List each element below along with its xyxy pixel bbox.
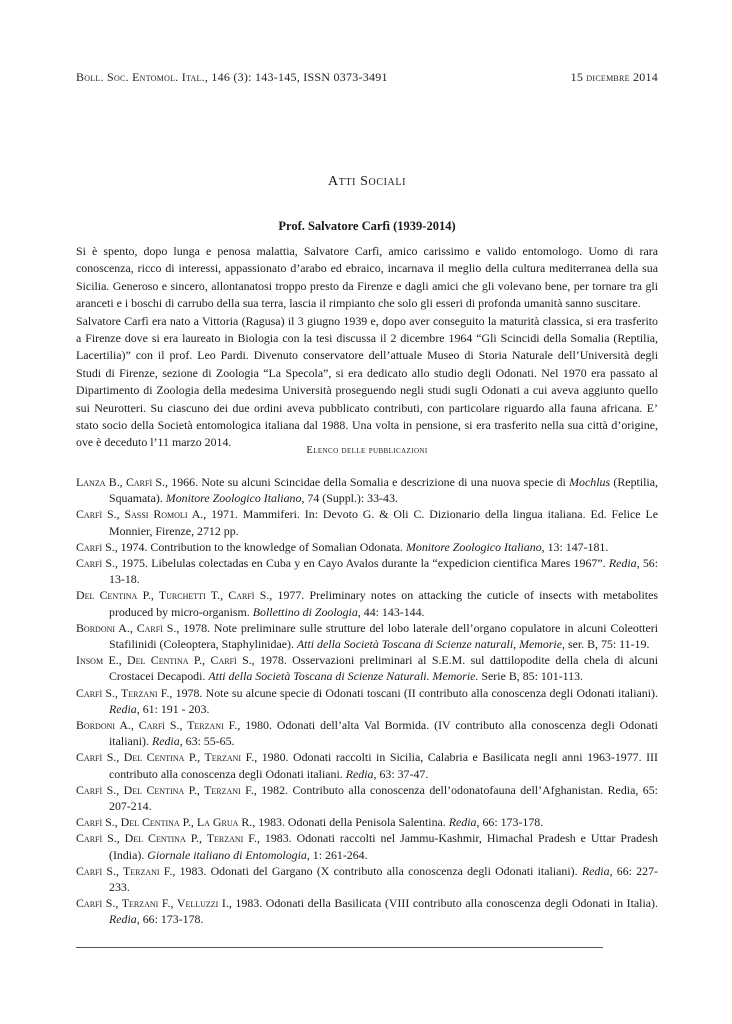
reference-item: Bordoni A., Carfì S., Terzani F., 1980. Odonati dell’alta Val Bormida. (IV contributo alla conoscenza degli Odonati italiani). Redia, 63: 55-65. xyxy=(76,718,658,749)
reference-item: Carfì S., 1974. Contribution to the knowledge of Somalian Odonata. Monitore Zoologico Italiano, 13: 147-181. xyxy=(76,539,609,554)
obituary-paragraph: Si è spento, dopo lunga e penosa malattia, Salvatore Carfì, amico carissimo e valido entomologo. Uomo di rara conoscenza, ricco di interessi, appassionato d’arabo ed ebraico, incarnava il meglio della cultura mediterranea della sua Sicilia. Generoso e sincero, allontanatosi troppo presto da Firenze e dagli amici che gli volevano bene, per tornare tra gli aranceti e i boschi di carrubo della sua terra, lascia il rimpianto che solo gli esseri di profonda umanità sanno suscitare. xyxy=(76,244,658,311)
reference-list xyxy=(76,474,658,928)
publications-heading: Elenco delle pubblicazioni xyxy=(306,445,428,456)
section-title: Atti Sociali xyxy=(327,174,407,189)
running-head xyxy=(76,70,658,85)
reference-item: Carfì S., 1975. Libelulas colectadas en Cuba y en Cayo Avalos durante la “expedicion cientifica Mares 1967”. Redia, 56: 13-18. xyxy=(76,556,659,587)
obituary-title: Prof. Salvatore Carfì (1939-2014) xyxy=(278,219,456,233)
reference-item: Lanza B., Carfì S., 1966. Note su alcuni Scincidae della Somalia e descrizione di una nuova specie di Mochlus (Reptilia, Squamata). Monitore Zoologico Italiano, 74 (Suppl.): 33-43. xyxy=(76,475,658,506)
footnote-rule xyxy=(76,947,603,948)
reference-item: Carfì S., Terzani F., 1983. Odonati del Gargano (X contributo alla conoscenza degli Odonati italiani). Redia, 66: 227- 233. xyxy=(76,863,658,895)
obituary-body xyxy=(76,243,658,452)
reference-item: Carfì S., Del Centina P., Terzani F., 1980. Odonati raccolti in Sicilia, Calabria e Basilicata negli anni 1963-1977. III contributo alla conoscenza degli Odonati italiani. Redia, 63: 37-47. xyxy=(76,750,658,781)
journal-citation: Boll. Soc. Entomol. Ital., 146 (3): 143-145, ISSN 0373-3491 xyxy=(76,70,388,84)
reference-item: Insom E., Del Centina P., Carfì S., 1978. Osservazioni preliminari al S.E.M. sul dattilopodite della chela di alcuni Crostacei Decapodi. Atti della Società Toscana di Scienze Naturali. Memorie. Serie B, 85: 101-113. xyxy=(76,653,658,684)
reference-item: Carfì S., Del Centina P., Terzani F., 1982. Contributo alla conoscenza dell’odonatofauna dell’Afghanistan. Redia, 65: 207-214. xyxy=(76,782,658,814)
reference-item: Carfì S., Terzani F., 1978. Note su alcune specie di Odonati toscani (II contributo alla conoscenza degli Odonati italiani). Redia, 61: 191 - 203. xyxy=(76,685,658,716)
reference-item: Carfì S., Terzani F., Velluzzi I., 1983. Odonati della Basilicata (VIII contributo alla conoscenza degli Odonati in Italia). Redia, 66: 173-178. xyxy=(76,896,658,927)
reference-item: Del Centina P., Turchetti T., Carfì S., 1977. Preliminary notes on attacking the cuticle of insects with metabolites produced by micro-organism. Bollettino di Zoologia, 44: 143-144. xyxy=(76,588,658,619)
obituary-paragraph: Salvatore Carfì era nato a Vittoria (Ragusa) il 3 giugno 1939 e, dopo aver conseguito la maturità classica, si era trasferito a Firenze dove si era laureato in Biologia con la tesi discussa il 2 dicembre 1964 “Gli Scincidi della Somalia (Reptilia, Lacertilia)” con il prof. Leo Pardi. Divenuto conservatore dell’attuale Museo di Storia Naturale dell’Università degli Studi di Firenze, sezione di Zoologia “La Specola”, si era dedicato allo studio degli Odonati. Nel 1970 era passato al Dipartimento di Zoologia della medesima Università proseguendo negli studi sugli Odonati a cui aveva aggiunto quello sui Neurotteri. Su ciascuno dei due ordini aveva pubblicato contributi, con particolare riguardo alla fauna africana. E’ stato socio della Società entomologica italiana dal 1988. Una volta in pensione, si era trasferito nella sua città d’origine, ove è deceduto l’11 marzo 2014. xyxy=(76,313,658,450)
issue-date: 15 dicembre 2014 xyxy=(570,70,658,84)
reference-item: Carfì S., Del Centina P., La Grua R., 1983. Odonati della Penisola Salentina. Redia, 66: 173-178. xyxy=(76,815,544,830)
reference-item: Carfì S., Sassi Romoli A., 1971. Mammiferi. In: Devoto G. & Oli C. Dizionario della lingua italiana. Ed. Felice Le Monnier, Firenze, 2712 pp. xyxy=(76,507,658,538)
reference-item: Bordoni A., Carfì S., 1978. Note preliminare sulle strutture del lobo laterale dell’organo copulatore in alcuni Coleotteri Stafilinidi (Coleoptera, Staphylinidae). Atti della Società Toscana di Scienze naturali, Memorie, ser. B, 75: 11-19. xyxy=(76,620,659,652)
reference-item: Carfì S., Del Centina P., Terzani F., 1983. Odonati raccolti nel Jammu-Kashmir, Himachal Pradesh e Uttar Pradesh (India). Giornale italiano di Entomologia, 1: 261-264. xyxy=(76,831,658,862)
